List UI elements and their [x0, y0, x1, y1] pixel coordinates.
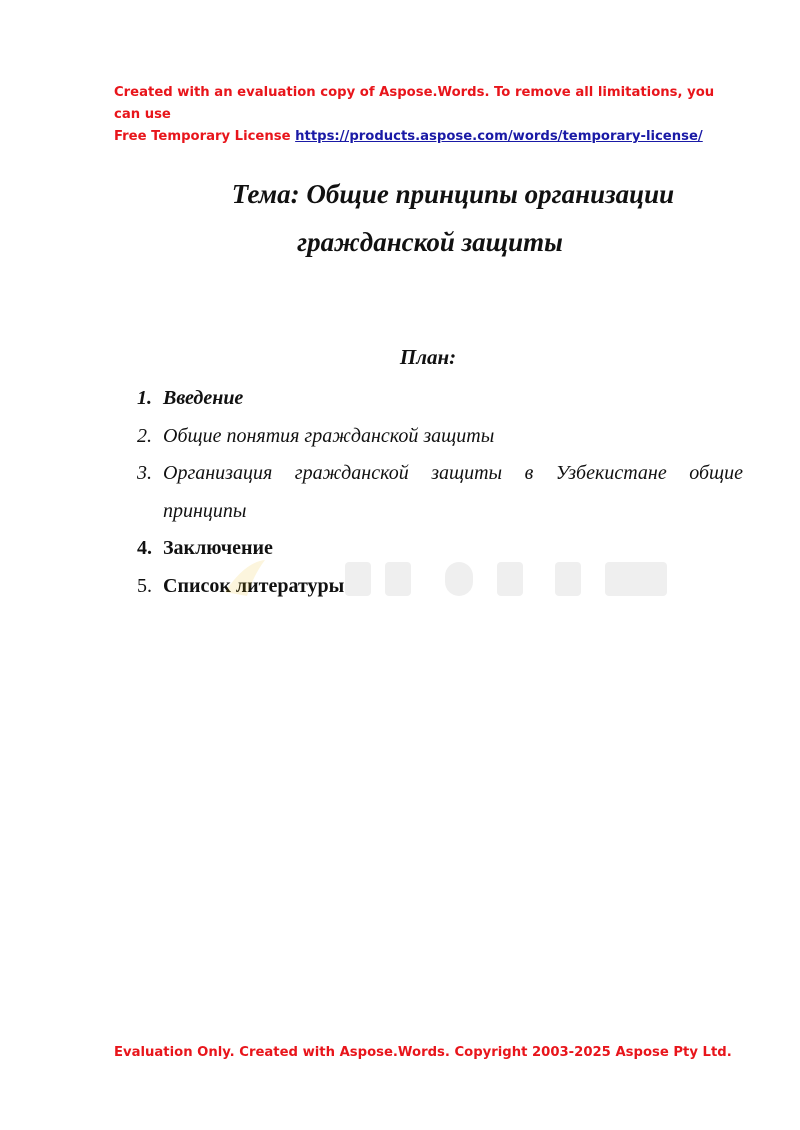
list-item-number: 3.	[137, 462, 152, 484]
list-item-text: Заключение	[163, 537, 273, 559]
list-item-number: 5.	[137, 574, 152, 597]
license-label: Free Temporary License	[114, 129, 296, 144]
list-item-text: Общие понятия гражданской защиты	[163, 424, 495, 447]
document-title-line2: гражданской защиты	[297, 227, 563, 257]
list-item	[137, 530, 743, 568]
list-item	[137, 418, 743, 456]
list-item	[137, 455, 743, 530]
list-item	[137, 380, 743, 418]
plan-heading: План:	[399, 345, 457, 369]
list-item	[137, 568, 743, 606]
list-item-number: 1.	[137, 387, 152, 409]
list-item-text: Список литературы	[163, 574, 345, 597]
evaluation-notice	[114, 82, 734, 148]
plan-list	[137, 380, 743, 605]
document-title-line1: Тема: Общие принципы организации	[231, 179, 675, 209]
list-item-text: Организация гражданской защиты в Узбекистане общие	[163, 462, 743, 484]
list-item-text-continued: принципы	[163, 499, 247, 522]
list-item-number: 2.	[137, 424, 152, 447]
evaluation-notice-line1: Created with an evaluation copy of Aspose.Words. To remove all limitations, you can use	[114, 85, 715, 122]
evaluation-footer: Evaluation Only. Created with Aspose.Words. Copyright 2003-2025 Aspose Pty Ltd.	[114, 1045, 732, 1060]
list-item-text: Введение	[163, 387, 244, 409]
evaluation-notice-line2	[114, 126, 734, 148]
temporary-license-link[interactable]: https://products.aspose.com/words/temporary-license/	[295, 129, 703, 144]
list-item-number: 4.	[137, 537, 152, 559]
